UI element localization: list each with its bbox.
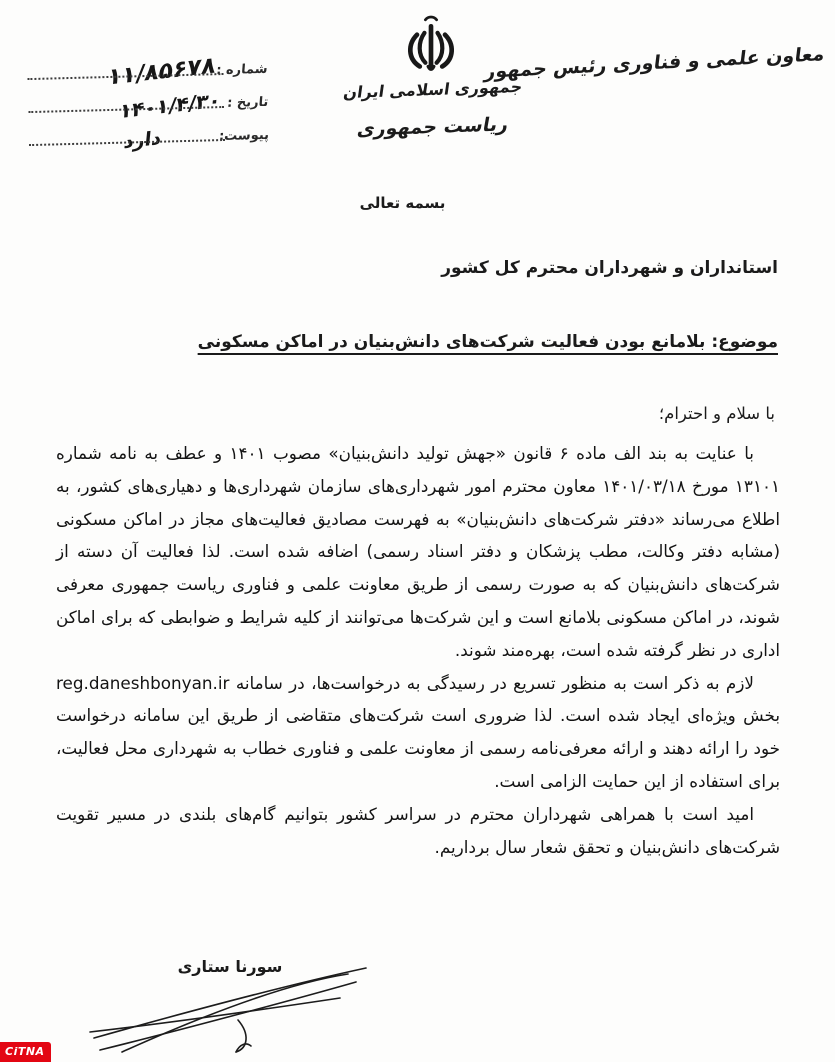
office-title: معاون علمی و فناوری رئیس جمهور xyxy=(483,43,826,83)
citna-watermark: CiTNA xyxy=(0,1042,51,1062)
org-name-line1: جمهوری اسلامی ایران xyxy=(341,76,524,103)
letter-date-handwritten: ۱۴۰۱/۴/۳۰ xyxy=(118,87,222,124)
org-name-line2: ریاست جمهوری xyxy=(355,113,510,141)
org-name-line2-wrap xyxy=(345,113,520,141)
subject-line xyxy=(57,329,778,355)
signatory-name: سورنا ستاری xyxy=(177,957,283,976)
attachment-label: پیوست: xyxy=(218,127,270,145)
office-title-wrap xyxy=(483,43,826,83)
org-name-line1-wrap xyxy=(330,76,535,103)
signature-scrawl-icon xyxy=(88,962,373,1061)
paragraph-1: با عنایت به بند الف ماده ۶ قانون «جهش تولید دانش‌بنیان» مصوب ۱۴۰۱ و عطف به نامه شماره ۱۳۱۰۱ مورخ ۱۴۰۱/۰۳/۱۸ معاون محترم امور شهرداری‌های سازمان شهرداری‌ها و دهیاری‌های کشور، به اطلاع می‌رساند «دفتر شرکت‌های دانش‌بنیان» به فهرست مصادیق فعالیت‌های مجاز در اماکن مسکونی (مشابه دفتر وکالت، مطب پزشکان و دفتر اسناد رسمی) اضافه شده است. لذا فعالیت آن دسته از شرکت‌های دانش‌بنیان که به صورت رسمی از طریق معاونت علمی و فناوری ریاست جمهوری معرفی شوند، در اماکن مسکونی بلامانع است و این شرکت‌ها می‌توانند از کلیه شرایط و ضوابطی که برای اماکن اداری در نظر گرفته شده است، بهره‌مند شوند. xyxy=(56,443,780,660)
letter-date-label: تاریخ : xyxy=(226,94,269,111)
letter-number-handwritten: ۱۱/۸۵۶۷۸ xyxy=(106,52,218,91)
subject-text: موضوع: بلامانع بودن فعالیت شرکت‌های دانش‌بنیان در اماکن مسکونی xyxy=(197,332,778,352)
paragraph-3: امید است با همراهی شهرداران محترم در سراسر کشور بتوانیم گام‌های بلندی در مسیر تقویت شرکت‌های دانش‌بنیان و تحقق شعار سال برداریم. xyxy=(56,803,780,857)
iran-emblem-icon xyxy=(403,12,459,82)
registry-stamp-block xyxy=(25,47,270,152)
paragraph-2: لازم به ذکر است به منظور تسریع در رسیدگی به درخواست‌ها، در سامانه reg.daneshbonyan.ir بخش ویژه‌ای ایجاد شده است. لذا ضروری است شرکت‌های متقاضی از طریق این سامانه درخواست خود را ارائه دهند و ارائه معرفی‌نامه رسمی از معاونت علمی و فناوری خطاب به شهرداری محل فعالیت، برای استفاده از این حمایت الزامی است. xyxy=(56,672,780,791)
addressee-line: استانداران و شهرداران محترم کل کشور xyxy=(441,258,778,278)
salutation-line: با سلام و احترام؛ xyxy=(658,404,775,423)
besmele: بسمه تعالی xyxy=(359,194,446,212)
letter-body xyxy=(56,437,780,863)
letter-number-label: شماره : xyxy=(215,61,268,79)
attachment-handwritten: دارد xyxy=(122,127,163,154)
stamp-row-attachment xyxy=(26,113,269,152)
